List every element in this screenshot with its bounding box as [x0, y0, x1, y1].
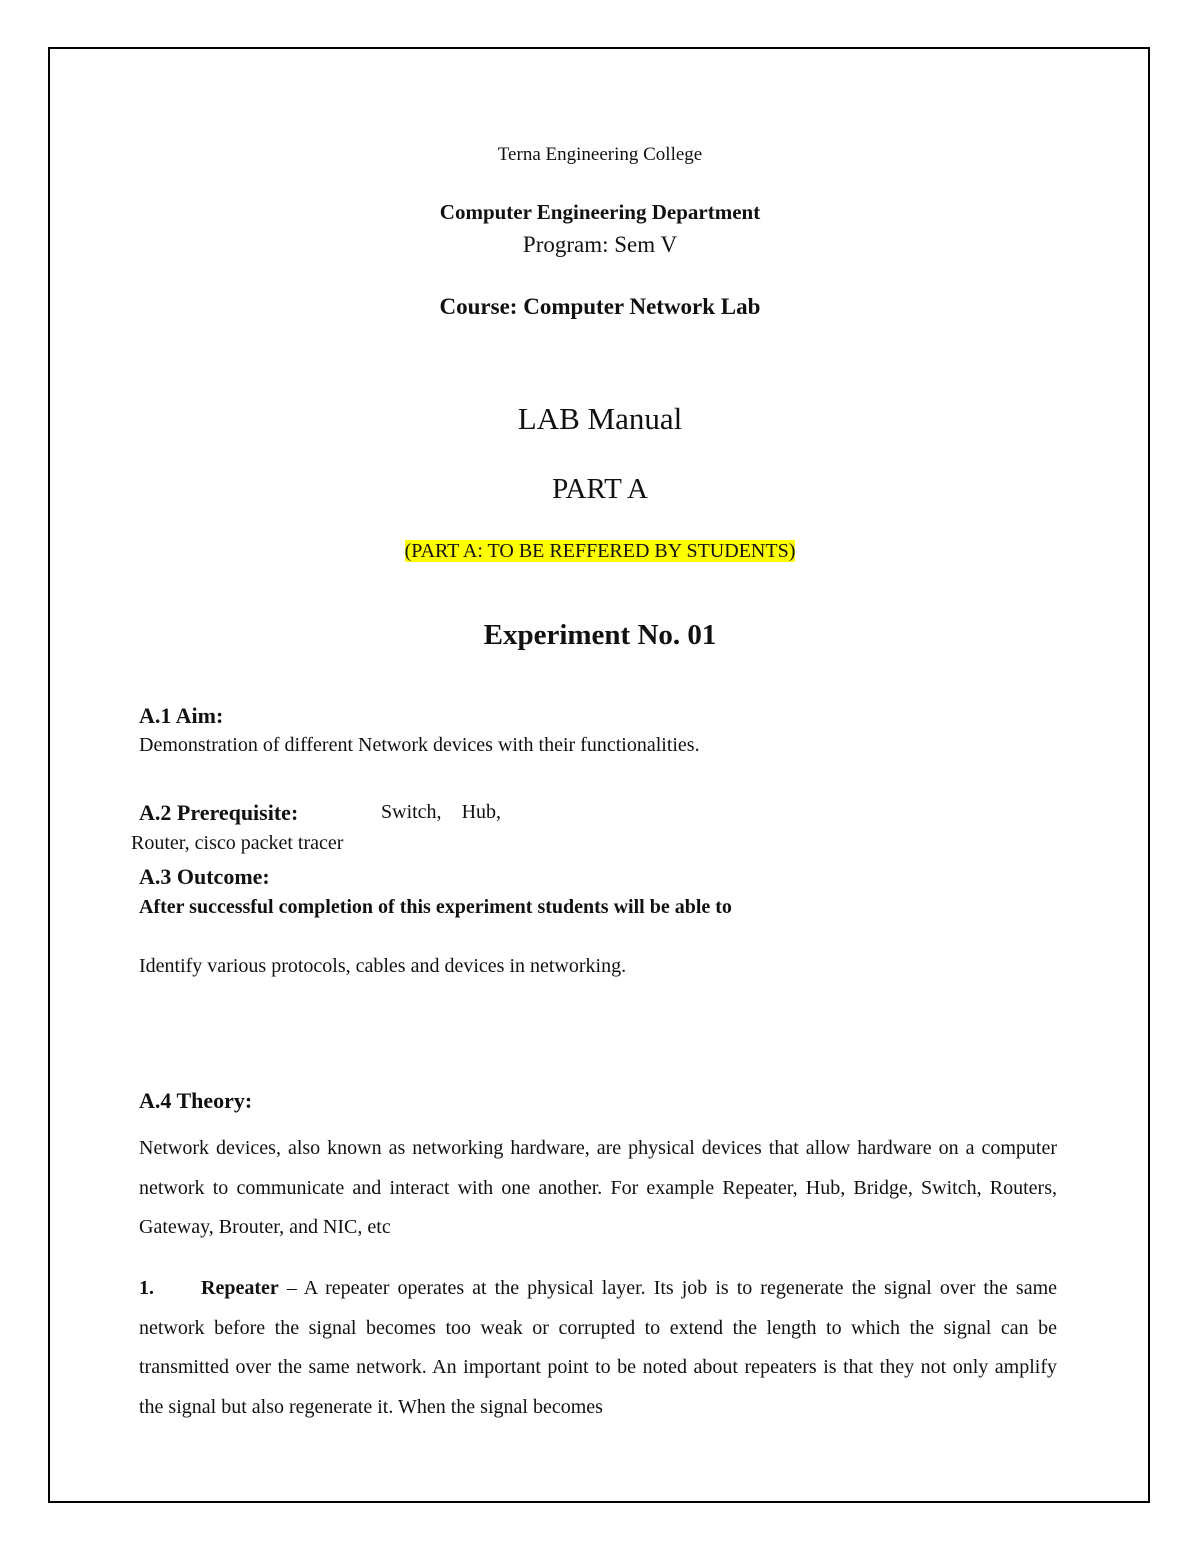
- college-name: Terna Engineering College: [497, 144, 703, 165]
- repeater-paragraph: [139, 1269, 1057, 1427]
- outcome-text: Identify various protocols, cables and devices in networking.: [139, 955, 627, 977]
- repeater-description: – A repeater operates at the physical layer. Its job is to regenerate the signal over the same network before the signal becomes too weak or corrupted to extend the length to which the signal can be transmitted over the same network. An important point to be noted about repeaters is that they not only amplify the signal but also regenerate it. When the signal becomes: [139, 1277, 1057, 1418]
- prerequisite-item: Hub,: [461, 801, 502, 823]
- list-number: 1.: [139, 1277, 154, 1299]
- prerequisite-heading: A.2 Prerequisite:: [139, 800, 299, 825]
- prerequisite-item: Switch,: [381, 801, 442, 823]
- prerequisite-items: [381, 801, 521, 824]
- repeater-term: Repeater: [201, 1277, 279, 1299]
- aim-text: Demonstration of different Network devices with their functionalities.: [139, 734, 700, 756]
- outcome-lead: After successful completion of this experiment students will be able to: [139, 896, 732, 918]
- manual-title: LAB Manual: [517, 401, 683, 436]
- prerequisite-continuation: Router, cisco packet tracer: [131, 832, 344, 854]
- outcome-heading: A.3 Outcome:: [139, 864, 270, 889]
- highlighted-note-text: (PART A: TO BE REFFERED BY STUDENTS): [404, 540, 796, 562]
- program-label: Program: Sem V: [522, 232, 678, 257]
- theory-intro-paragraph: Network devices, also known as networking hardware, are physical devices that allow hardware on a computer network to communicate and interact with one another. For example Repeater, Hub, Bridge, Switch, Routers, Gateway, Brouter, and NIC, etc: [139, 1137, 1057, 1238]
- part-note: [0, 540, 1200, 563]
- theory-heading: A.4 Theory:: [139, 1088, 253, 1113]
- department-name: Computer Engineering Department: [439, 200, 761, 224]
- aim-heading: A.1 Aim:: [139, 703, 224, 728]
- part-title: PART A: [552, 473, 648, 505]
- course-label: Course: Computer Network Lab: [439, 294, 761, 319]
- experiment-title: Experiment No. 01: [483, 619, 717, 651]
